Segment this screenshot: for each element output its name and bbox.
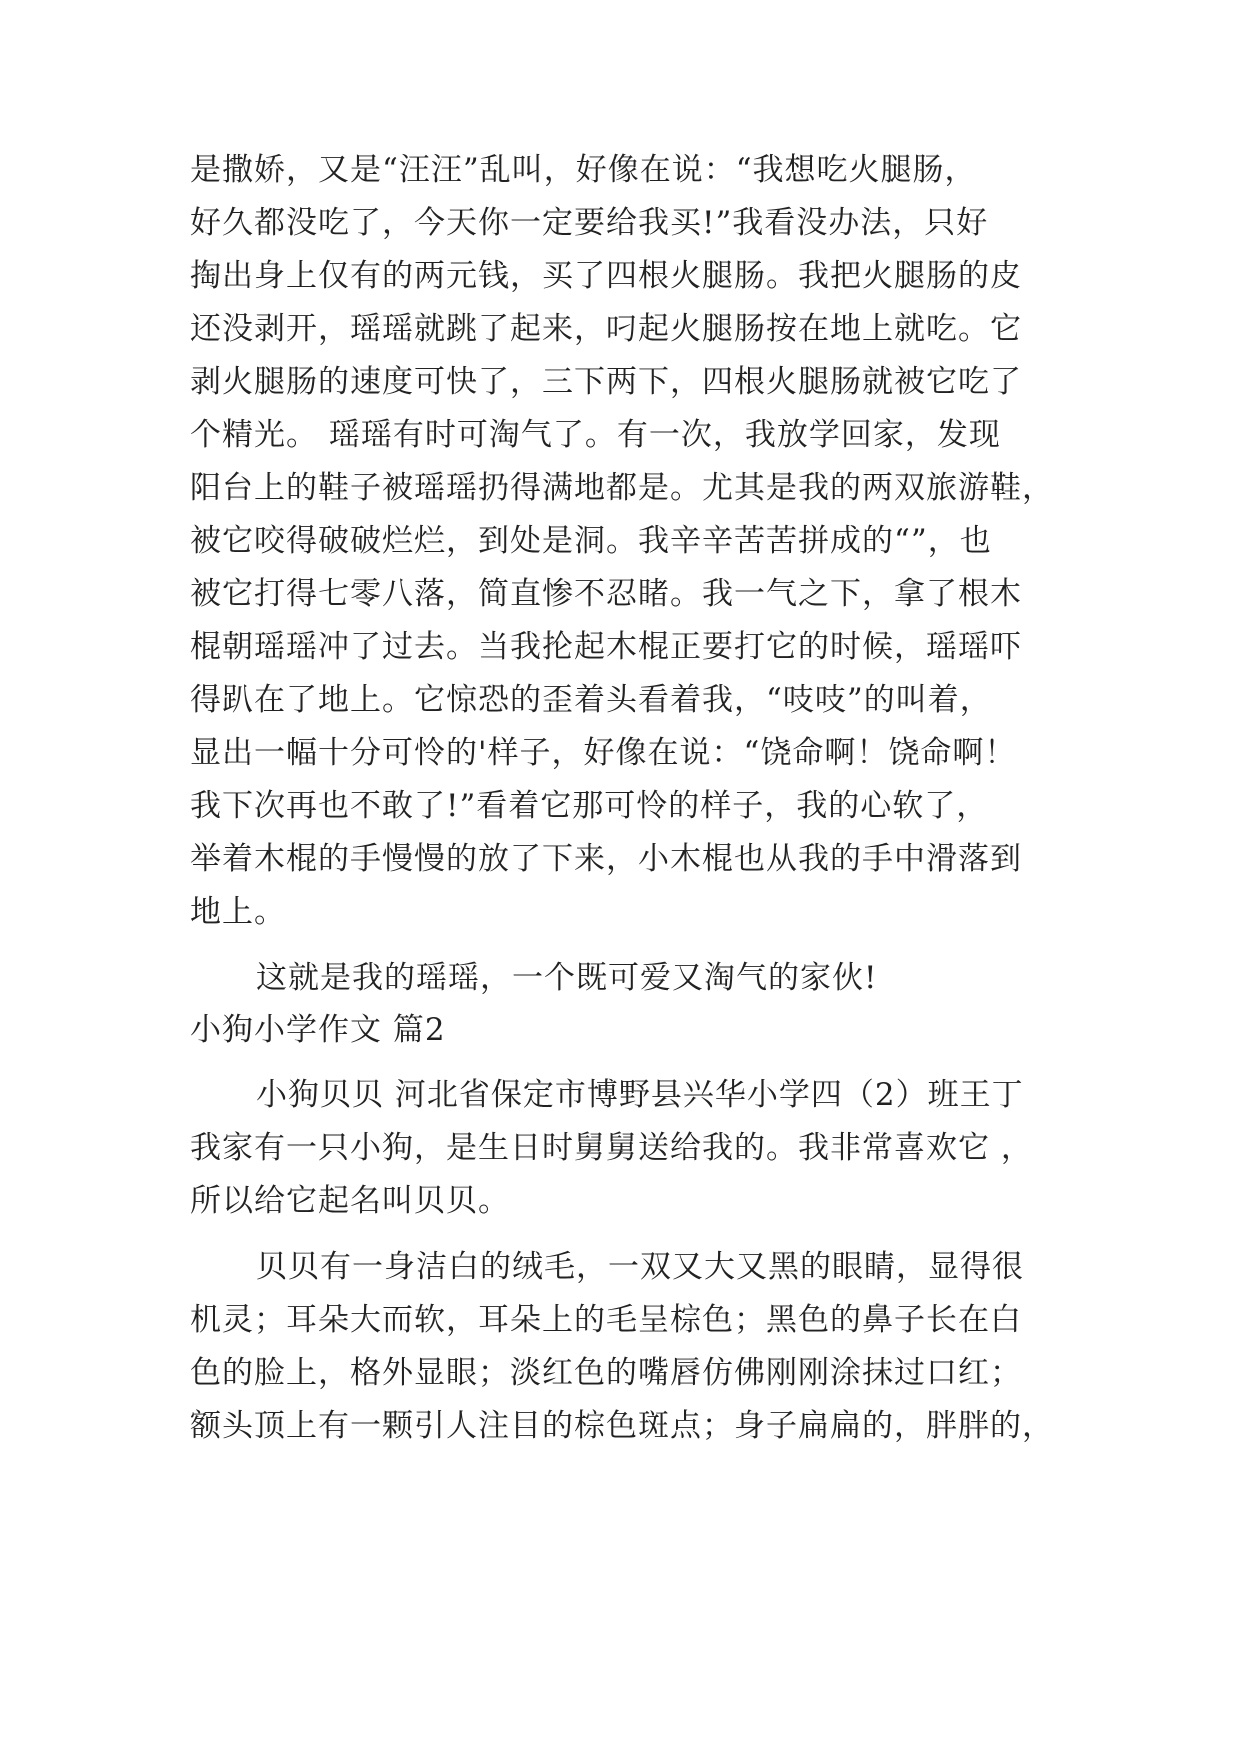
text-line: 棍朝瑶瑶冲了过去。当我抡起木棍正要打它的时候，瑶瑶吓 xyxy=(190,629,1022,665)
text-line: 阳台上的鞋子被瑶瑶扔得满地都是。尤其是我的两双旅游鞋， xyxy=(190,470,1054,506)
text-line: 机灵；耳朵大而软，耳朵上的毛呈棕色；黑色的鼻子长在白 xyxy=(190,1302,1022,1338)
text-line: 被它打得七零八落，简直惨不忍睹。我一气之下，拿了根木 xyxy=(190,576,1022,612)
text-line: 还没剥开，瑶瑶就跳了起来，叼起火腿肠按在地上就吃。它 xyxy=(190,311,1022,347)
text-line: 我家有一只小狗，是生日时舅舅送给我的。我非常喜欢它 ， xyxy=(190,1130,1033,1166)
text-line: 是撒娇，又是“汪汪”乱叫，好像在说：“我想吃火腿肠， xyxy=(190,152,977,188)
text-line: 显出一幅十分可怜的'样子，好像在说：“饶命啊！饶命啊！ xyxy=(190,735,1017,771)
text-line: 地上。 xyxy=(190,894,286,930)
text-line: 被它咬得破破烂烂，到处是洞。我辛辛苦苦拼成的“”，也 xyxy=(190,523,992,559)
text-line: 贝贝有一身洁白的绒毛，一双又大又黑的眼睛，显得很 xyxy=(256,1249,1024,1285)
text-line: 好久都没吃了，今天你一定要给我买!”我看没办法，只好 xyxy=(190,205,989,241)
text-line: 小狗贝贝 河北省保定市博野县兴华小学四（2）班王丁 xyxy=(256,1077,1024,1113)
text-line: 举着木棍的手慢慢的放了下来，小木棍也从我的手中滑落到 xyxy=(190,841,1022,877)
text-line: 掏出身上仅有的两元钱，买了四根火腿肠。我把火腿肠的皮 xyxy=(190,258,1022,294)
text-line: 所以给它起名叫贝贝。 xyxy=(190,1183,510,1219)
text-line: 我下次再也不敢了!”看着它那可怜的样子，我的心软了， xyxy=(190,788,989,824)
text-line: 色的脸上，格外显眼；淡红色的嘴唇仿佛刚刚涂抹过口红； xyxy=(190,1355,1022,1391)
text-line: 得趴在了地上。它惊恐的歪着头看着我，“吱吱”的叫着， xyxy=(190,682,992,718)
text-line: 个精光。 瑶瑶有时可淘气了。有一次，我放学回家，发现 xyxy=(190,417,1001,453)
text-line: 额头顶上有一颗引人注目的棕色斑点；身子扁扁的，胖胖的， xyxy=(190,1408,1054,1444)
text-line: 这就是我的瑶瑶，一个既可爱又淘气的家伙! xyxy=(256,960,878,996)
text-line: 剥火腿肠的速度可快了，三下两下，四根火腿肠就被它吃了 xyxy=(190,364,1022,400)
section-heading: 小狗小学作文 篇2 xyxy=(190,1012,446,1048)
